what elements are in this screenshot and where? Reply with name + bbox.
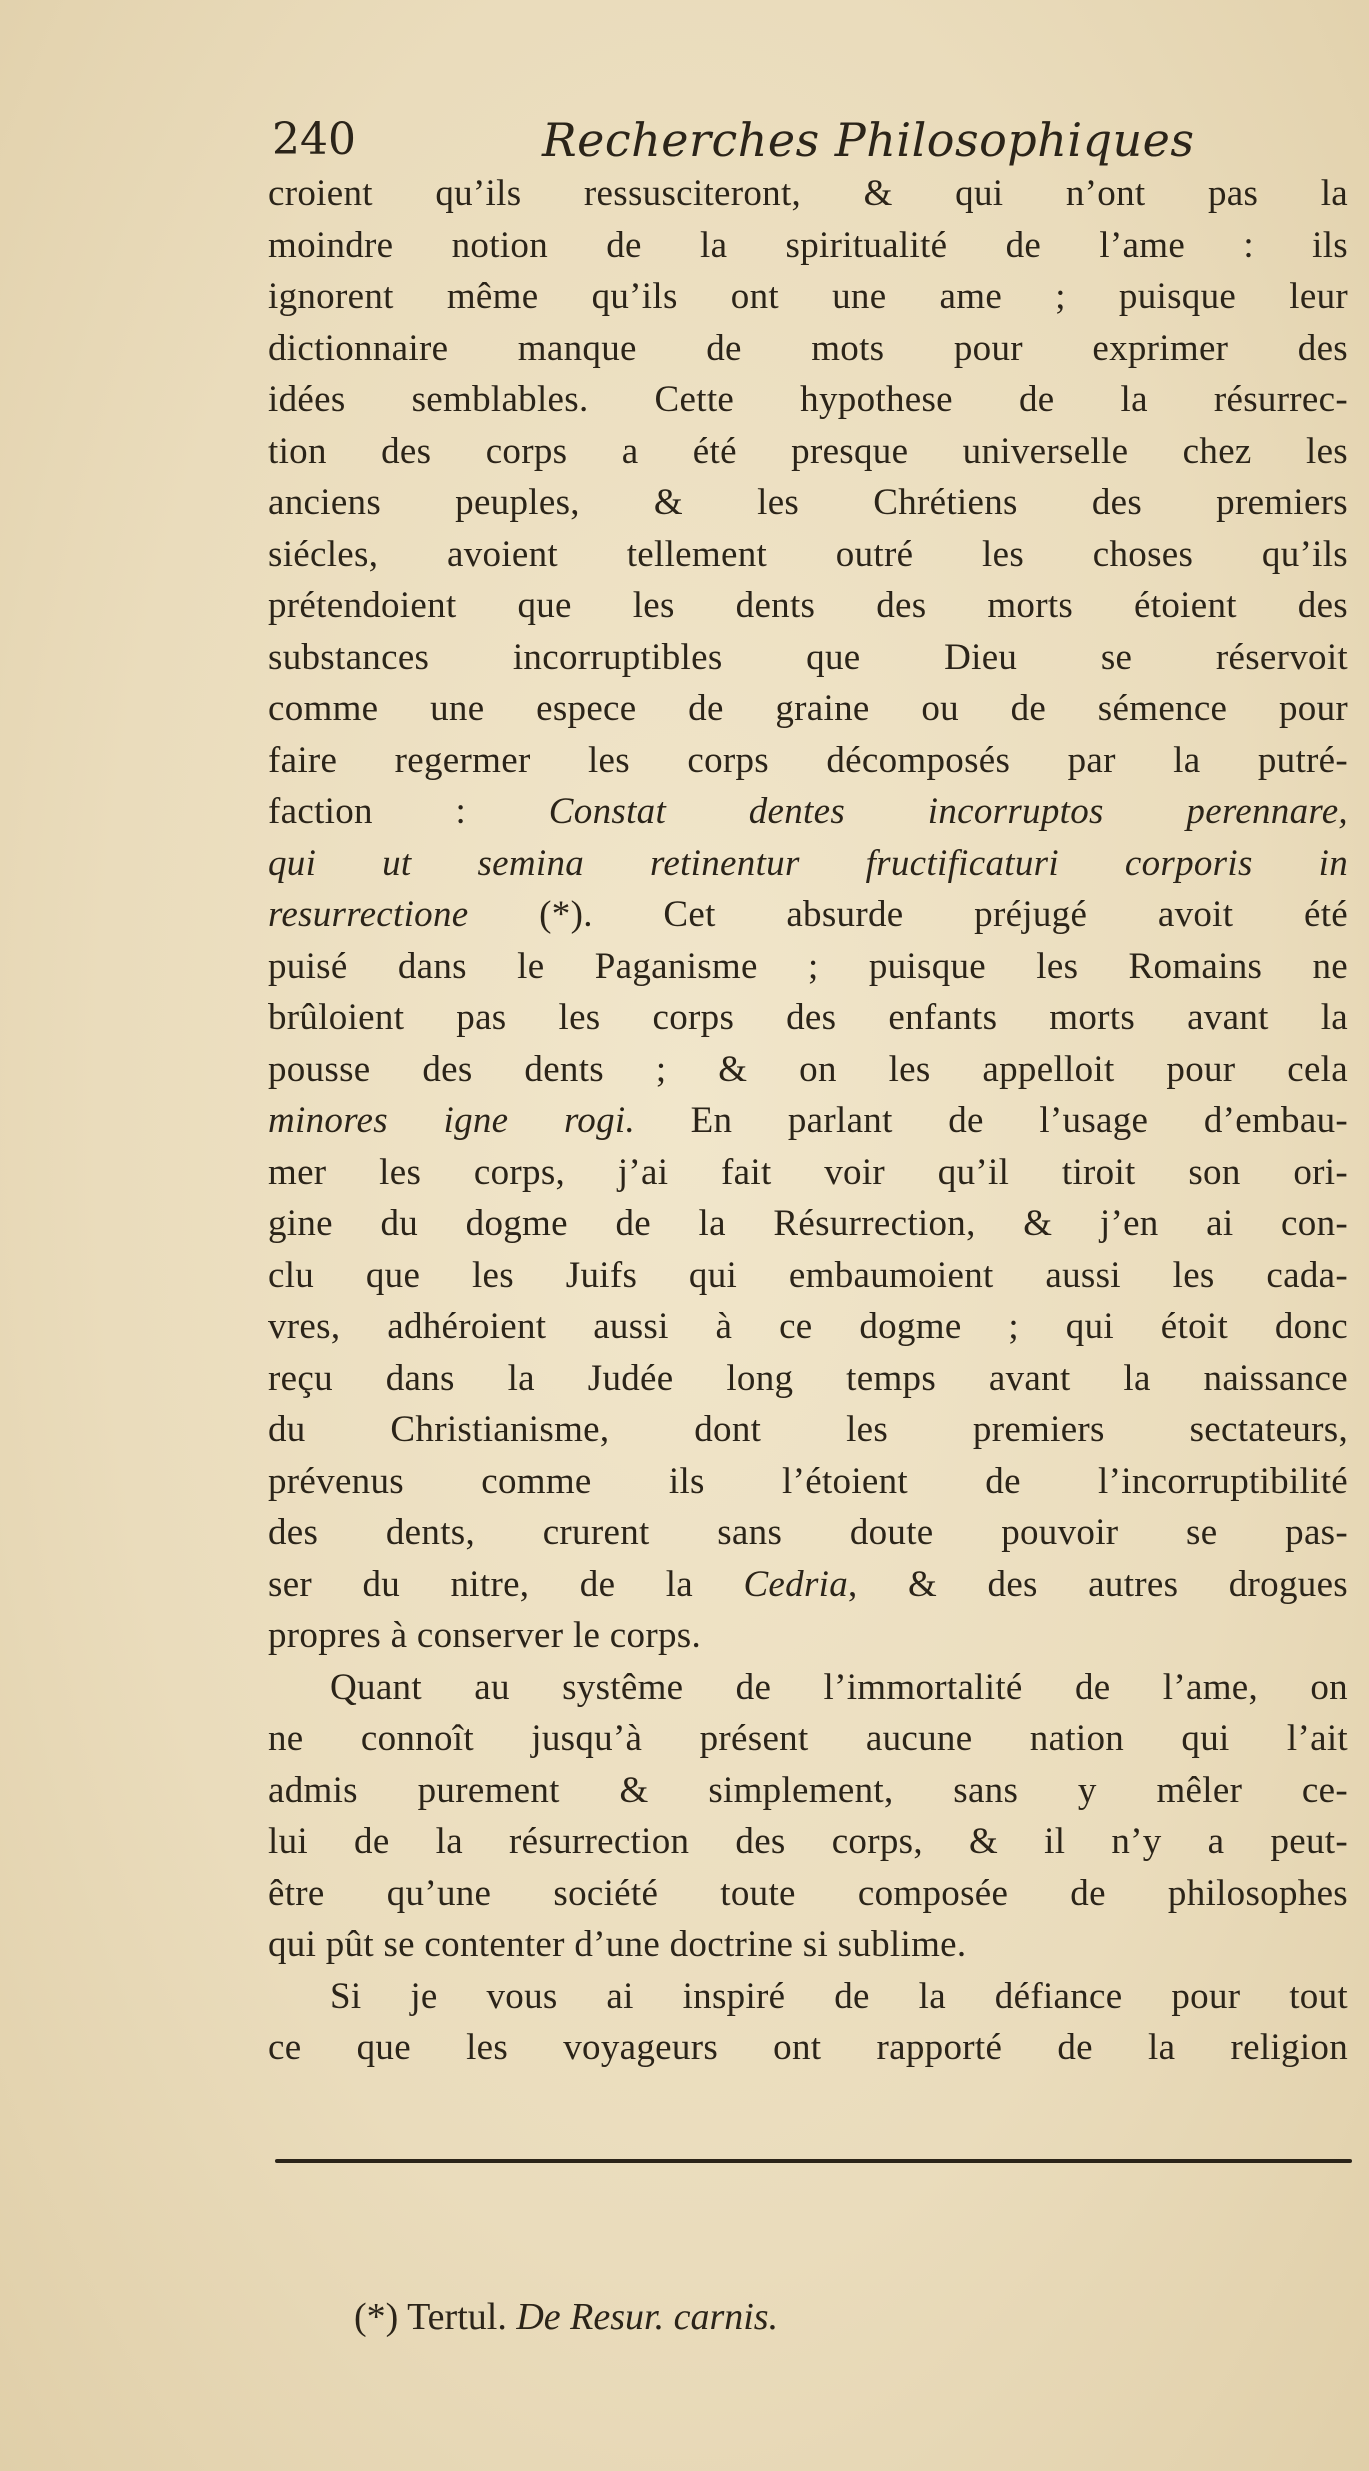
italic-term: Cedria — [743, 1563, 849, 1605]
latin-quote: resurrectione — [268, 894, 469, 935]
text-line: croient qu’ils ressusciteront, & qui n’ont pas la — [268, 173, 1348, 214]
text-line: dictionnaire manque de mots pour exprimer des — [268, 327, 1348, 369]
text-line: pousse des dents ; & on les appelloit pour cela — [268, 1048, 1348, 1090]
text-run: En parlant de l’usage d’embau- — [635, 1100, 1348, 1141]
paragraph-start-line: Quant au systême de l’immortalité de l’ame, on — [330, 1666, 1348, 1708]
text-line: clu que les Juifs qui embaumoient aussi les cada- — [268, 1254, 1348, 1296]
text-run: (*). Cet absurde préjugé avoit été — [468, 894, 1348, 935]
latin-quote: Constat dentes incorruptos perennare, — [548, 791, 1348, 832]
running-title: Recherches Philosophiques — [542, 113, 1195, 167]
text-line: comme une espece de graine ou de sémence pour — [268, 688, 1348, 729]
latin-quote-line — [268, 838, 1348, 890]
text-line: être qu’une société toute composée de philosophes — [268, 1872, 1348, 1914]
page-number: 240 — [272, 114, 356, 165]
text-line — [268, 1559, 1348, 1611]
text-line — [268, 1095, 1348, 1147]
footnote-rule — [275, 2159, 1352, 2163]
footnote-title: De Resur. carnis. — [516, 2296, 779, 2338]
text-line: du Christianisme, dont les premiers sectateurs, — [268, 1409, 1348, 1450]
body-text — [268, 168, 1348, 2074]
text-run: , & des autres drogues — [848, 1563, 1348, 1605]
paragraph-end-line: qui pût se contenter d’une doctrine si sublime. — [268, 1924, 967, 1965]
text-line: prévenus comme ils l’étoient de l’incorruptibilité — [268, 1460, 1348, 1502]
text-line: substances incorruptibles que Dieu se réservoit — [268, 636, 1348, 678]
text-line: reçu dans la Judée long temps avant la naissance — [268, 1357, 1348, 1399]
text-line: puisé dans le Paganisme ; puisque les Romains ne — [268, 945, 1348, 987]
text-line: ne connoît jusqu’à présent aucune nation qui l’ait — [268, 1718, 1348, 1759]
text-line: mer les corps, j’ai fait voir qu’il tiroit son ori- — [268, 1151, 1348, 1193]
text-line: idées semblables. Cette hypothese de la résurrec- — [268, 379, 1348, 420]
text-line: faire regermer les corps décomposés par la putré- — [268, 739, 1348, 781]
footnote-marker: (*) — [354, 2296, 408, 2338]
latin-quote: qui ut semina retinentur fructificaturi corporis in — [268, 842, 1348, 884]
text-run: faction : — [268, 791, 549, 832]
text-line: gine du dogme de la Résurrection, & j’en ai con- — [268, 1203, 1348, 1244]
latin-quote-line — [268, 889, 1348, 941]
paragraph-start-line: Si je vous ai inspiré de la défiance pour tout — [330, 1975, 1348, 2017]
text-line: prétendoient que les dents des morts étoient des — [268, 585, 1348, 626]
page-header — [272, 110, 1272, 170]
paragraph-end-line: propres à conserver le corps. — [268, 1615, 701, 1656]
text-line: brûloient pas les corps des enfants morts avant la — [268, 997, 1348, 1038]
footnote-author: Tertul. — [407, 2296, 517, 2338]
latin-phrase: minores igne rogi. — [268, 1100, 636, 1141]
text-line: ce que les voyageurs ont rapporté de la religion — [268, 2027, 1348, 2068]
text-line: lui de la résurrection des corps, & il n’y a peut- — [268, 1821, 1348, 1862]
text-line: anciens peuples, & les Chrétiens des premiers — [268, 482, 1348, 523]
text-line: admis purement & simplement, sans y mêler ce- — [268, 1769, 1348, 1811]
text-line: moindre notion de la spiritualité de l’ame : ils — [268, 224, 1348, 266]
latin-quote-line — [268, 786, 1348, 838]
text-line: siécles, avoient tellement outré les choses qu’ils — [268, 533, 1348, 575]
text-line: vres, adhéroient aussi à ce dogme ; qui étoit donc — [268, 1306, 1348, 1347]
text-line: ignorent même qu’ils ont une ame ; puisque leur — [268, 276, 1348, 317]
text-run: ser du nitre, de la — [268, 1563, 744, 1605]
text-line: des dents, crurent sans doute pouvoir se pas- — [268, 1512, 1348, 1553]
footnote — [354, 2292, 778, 2342]
text-line: tion des corps a été presque universelle chez les — [268, 430, 1348, 472]
